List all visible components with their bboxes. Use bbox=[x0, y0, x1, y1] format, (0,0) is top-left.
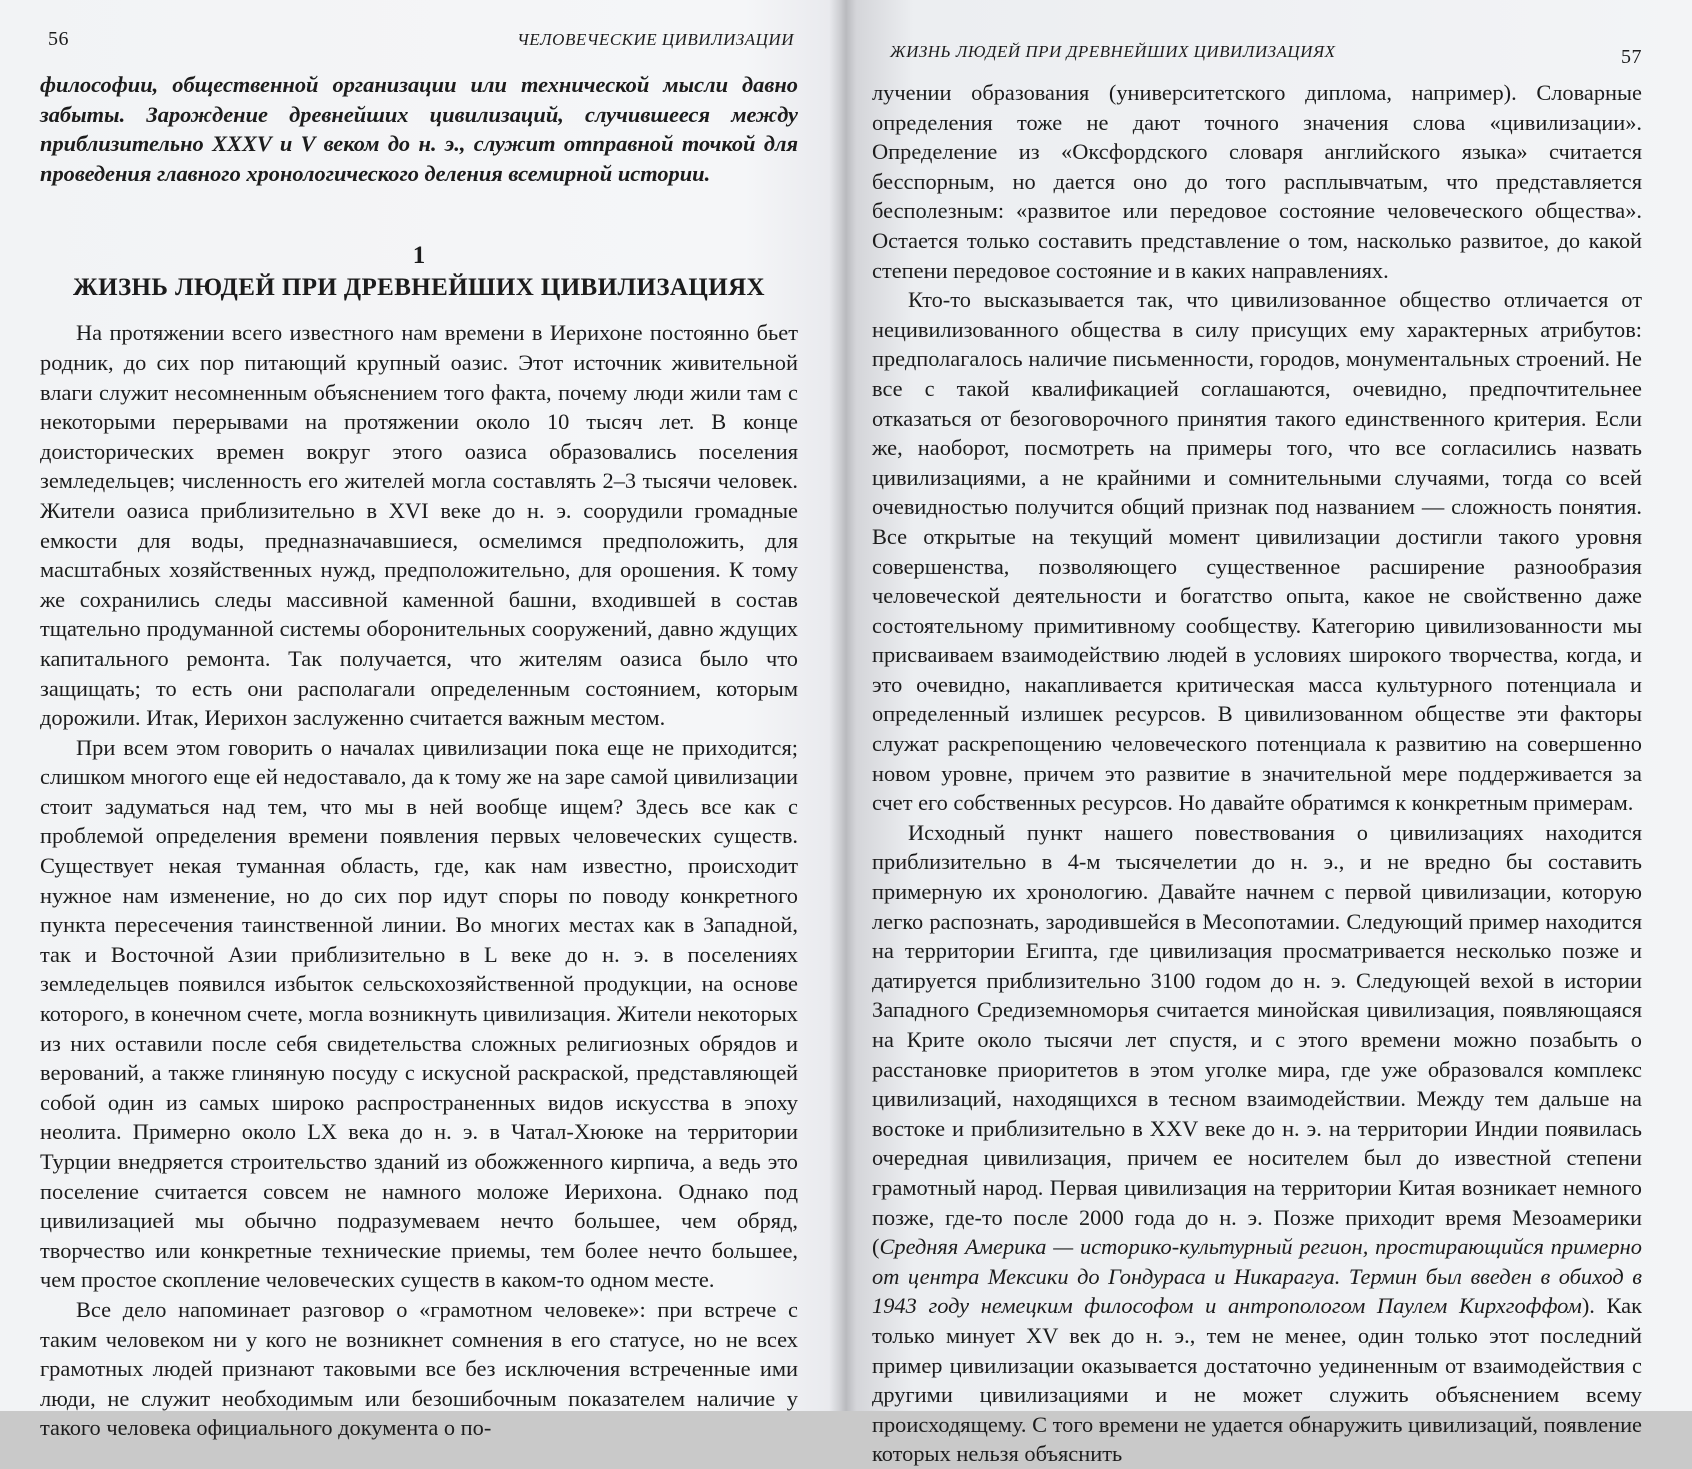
paragraph: При всем этом говорить о началах цивилизации пока еще не приходится; слишком многого еще ей недоставало, да к тому же на заре самой цивилизации стоит задуматься над тем, что мы в ней вообще ищем? Здесь все как с проблемой определения времени появления первых человеческих существ. Существует некая туманная область, где, как нам известно, происходит нужное нам изменение, но до сих пор идут споры по поводу конкретного пункта пересечения таинственной линии. Во многих местах как в Западной, так и Восточной Азии приблизительно в L веке до н. э. в поселениях земледельцев появился избыток сельскохозяйственной продукции, на основе которого, в конечном счете, могла возникнуть цивилизация. Жители некоторых из них оставили после себя свидетельства сложных религиозных обрядов и верований, а также глиняную посуду с искусной раскраской, представляющей собой один из самых широко распространенных видов искусства в эпоху неолита. Примерно около LX века до н. э. в Чатал-Хююке на территории Турции внедряется строительство зданий из обожженного кирпича, а ведь это поселение считается совсем не намного моложе Иерихона. Однако под цивилизацией мы обычно подразумеваем нечто большее, чем обряд, творчество или конкретные технические приемы, тем более нечто большее, чем простое скопление человеческих существ в каком-то одном месте. bbox=[40, 734, 798, 1293]
paragraph: Кто-то высказывается так, что цивилизованное общество отличается от нецивилизованного общества в силу присущих ему характерных атрибутов: предполагалось наличие письменности, городов, монументальных строений. Не все с такой квалификацией соглашаются, очевидно, предпочтительнее отказаться от безоговорочного принятия такого единственного критерия. Если же, наоборот, посмотреть на примеры того, что все согласились назвать цивилизациями, а не крайними и сомнительными случаями, тогда со всей очевидностью получится общий признак под названием — сложность понятия. Все открытые на текущий момент цивилизации достигли такого уровня совершенства, позволяющего существенное расширение разнообразия человеческой деятельности и богатство опыта, какое не свойственно даже состоятельному примитивному сообществу. Категорию цивилизованности мы присваиваем взаимодействию людей в условиях широкого творчества, когда, и это очевидно, накапливается критическая масса культурного потенциала и определенный излишек ресурсов. В цивилизованном обществе эти факторы служат раскрепощению человеческого потенциала к развитию на совершенно новом уровне, причем это развитие в значительной мере поддерживается за счет его собственных ресурсов. Но давайте обратимся к конкретным примерам. bbox=[872, 287, 1642, 816]
paragraph: На протяжении всего известного нам времени в Иерихоне постоянно бьет родник, до сих пор питающий крупный оазис. Этот источник живительной влаги служит несомненным объяснением того факта, почему люди жили там с некоторыми перерывами на протяжении около 10 тысяч лет. В конце доисторических времен вокруг этого оазиса образовались поселения земледельцев; численность его жителей могла составлять 2–3 тысячи человек. Жители оазиса приблизительно в XVI веке до н. э. соорудили громадные емкости для воды, предназначавшиеся, осмелимся предположить, для масштабных хозяйственных нужд, предположительно, для орошения. К тому же сохранились следы массивной каменной башни, входившей в состав тщательно продуманной системы оборонительных сооружений, давно ждущих капитального ремонта. Так получается, что жителям оазиса было что защищать; то есть они располагали определенным состоянием, которым дорожили. Итак, Иерихон заслуженно считается важным местом. bbox=[40, 320, 798, 731]
chapter-title: ЖИЗНЬ ЛЮДЕЙ ПРИ ДРЕВНЕЙШИХ ЦИВИЛИЗАЦИЯХ bbox=[73, 274, 765, 302]
paragraph bbox=[872, 818, 1642, 1469]
chapter-number: 1 bbox=[412, 242, 426, 270]
left-running-head bbox=[40, 28, 798, 70]
page-number: 56 bbox=[48, 28, 69, 50]
intro-paragraph: философии, общественной организации или технической мысли давно забыты. Зарождение древнейших цивилизаций, случившееся между приблизительно XXXV и V веком до н. э., служит отправной точкой для проведения главного хронологического деления всемирной истории. bbox=[40, 72, 798, 186]
paragraph-text: Исходный пункт нашего повествования о цивилизациях находится приблизительно в 4-м тысячелетии до н. э., и не вредно бы составить примерную их хронологию. Давайте начнем с первой цивилизации, которую легко распознать, зародившейся в Месопотамии. Следующий пример находится на территории Египта, где цивилизация просматривается несколько позже и датируется приблизительно 3100 годом до н. э. Следующей вехой в истории Западного Средиземноморья считается минойская цивилизация, появляющаяся на Крите около тысячи лет спустя, и с этого времени можно позабыть о расстановке приоритетов в этом уголке мира, где уже образовался комплекс цивилизаций, находящихся в тесном взаимодействии. Между тем дальше на востоке и приблизительно в XXV веке до н. э. на территории Индии появилась очередная цивилизация, причем ее носителем был до известной степени грамотный народ. Первая цивилизация на территории Китая возникает немного позже, где-то после 2000 года до н. э. Позже приходит время Мезоамерики ( bbox=[872, 819, 1642, 1260]
running-title: ЧЕЛОВЕЧЕСКИЕ ЦИВИЛИЗАЦИИ bbox=[517, 30, 794, 49]
italic-note: Средняя Америка — историко-культурный регион, простирающийся примерно от центра Мексики до Гондураса и Никарагуа. Термин был введен в обиход в 1943 году немецким философом и антропологом Паулем Кирхгоффом bbox=[872, 1234, 1642, 1319]
left-page bbox=[0, 0, 820, 1441]
continuation-paragraph: лучении образования (университетского диплома, например). Словарные определения тоже не дают точного значения слова «цивилизации». Определение из «Оксфордского словаря английского языка» считается бесспорным, но дается оно до того расплывчатым, что представляется бесполезным: «развитое или передовое состояние человеческого общества». Остается только составить представление о том, насколько развитое, до какой степени передовое состояние и в каких направлениях. bbox=[872, 80, 1642, 283]
page-number: 57 bbox=[1621, 46, 1642, 68]
right-page bbox=[846, 0, 1692, 1467]
paragraph-text: ). Как только минует XV век до н. э., тем не менее, один только этот последний пример цивилизации оказывается достаточно уединенным от взаимодействия с другими цивилизациями и не может служить объяснением всему происходящему. С того времени не удается обнаружить цивилизаций, появление которых нельзя объяснить bbox=[872, 1293, 1642, 1467]
paragraph: Все дело напоминает разговор о «грамотном человеке»: при встрече с таким человеком ни у кого не возникнет сомнения в его статусе, но не всех грамотных людей признают таковыми все без исключения встреченные ими люди, не служит необходимым или безошибочным показателем наличие у такого человека официального документа о по- bbox=[40, 1296, 798, 1441]
running-title: ЖИЗНЬ ЛЮДЕЙ ПРИ ДРЕВНЕЙШИХ ЦИВИЛИЗАЦИЯХ bbox=[890, 42, 1336, 61]
right-running-head bbox=[872, 36, 1642, 78]
